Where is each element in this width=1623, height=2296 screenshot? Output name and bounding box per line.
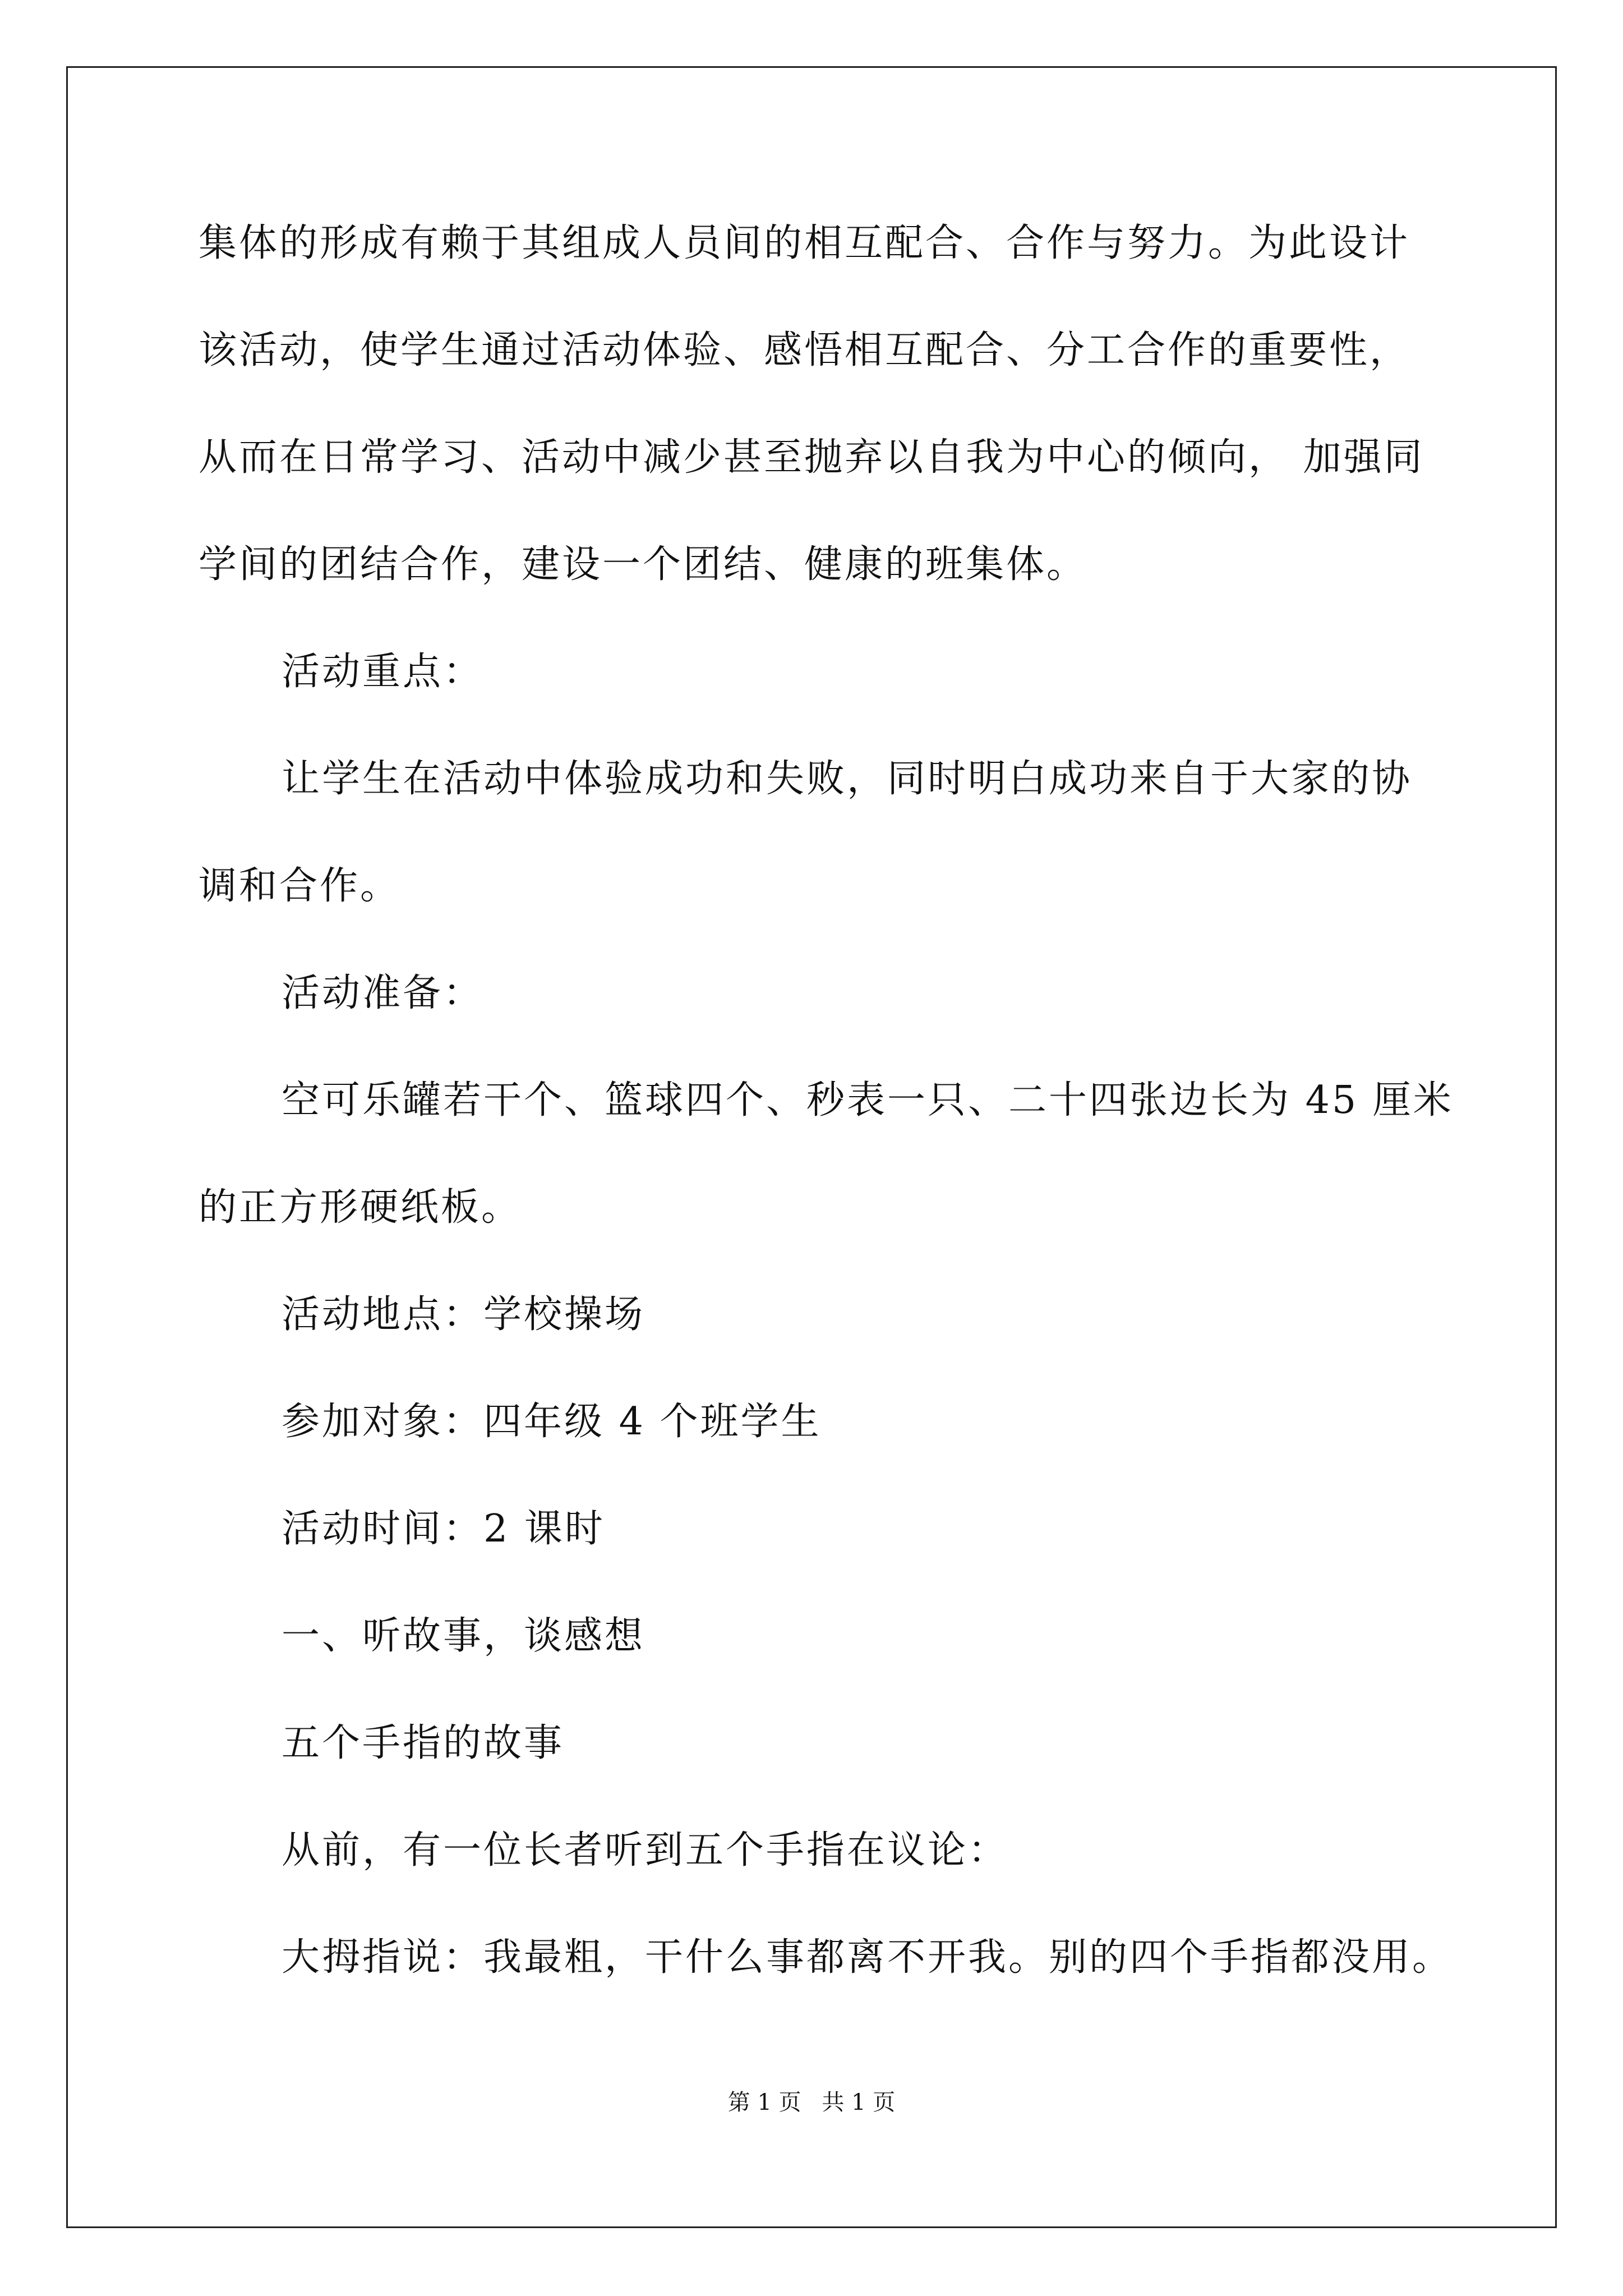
story-title: 五个手指的故事: [282, 1721, 565, 1765]
duration-line: 活动时间：2 课时: [282, 1507, 605, 1551]
page-number: 第 1 页: [727, 2090, 801, 2115]
focus-heading: 活动重点：: [282, 650, 484, 694]
page-footer: [0, 2091, 1623, 2114]
story-line-2: 大拇指说：我最粗，干什么事都离不开我。别的四个手指都没用。: [282, 1935, 1453, 1980]
page-border: [66, 66, 1557, 2228]
paragraph-line-4: 学间的团结合作，建设一个团结、健康的班集体。: [199, 542, 1087, 587]
focus-line-1: 让学生在活动中体验成功和失败，同时明白成功来自于大家的协: [282, 757, 1413, 801]
location-line: 活动地点：学校操场: [282, 1292, 645, 1337]
paragraph-line-2: 该活动，使学生通过活动体验、感悟相互配合、分工合作的重要性，: [199, 328, 1410, 372]
paragraph-line-3: 从而在日常学习、活动中减少甚至抛弃以自我为中心的倾向， 加强同: [199, 435, 1424, 480]
prep-line-2: 的正方形硬纸板。: [199, 1185, 522, 1230]
prep-heading: 活动准备：: [282, 971, 484, 1015]
prep-line-1: 空可乐罐若干个、篮球四个、秒表一只、二十四张边长为 45 厘米: [282, 1078, 1454, 1122]
page-total: 共 1 页: [822, 2090, 896, 2115]
story-line-1: 从前，有一位长者听到五个手指在议论：: [282, 1828, 1009, 1872]
focus-line-2: 调和合作。: [199, 864, 401, 908]
paragraph-line-1: 集体的形成有赖于其组成人员间的相互配合、合作与努力。为此设计: [199, 221, 1410, 265]
section-one-heading: 一、听故事，谈感想: [282, 1614, 645, 1658]
participants-line: 参加对象：四年级 4 个班学生: [282, 1400, 822, 1444]
